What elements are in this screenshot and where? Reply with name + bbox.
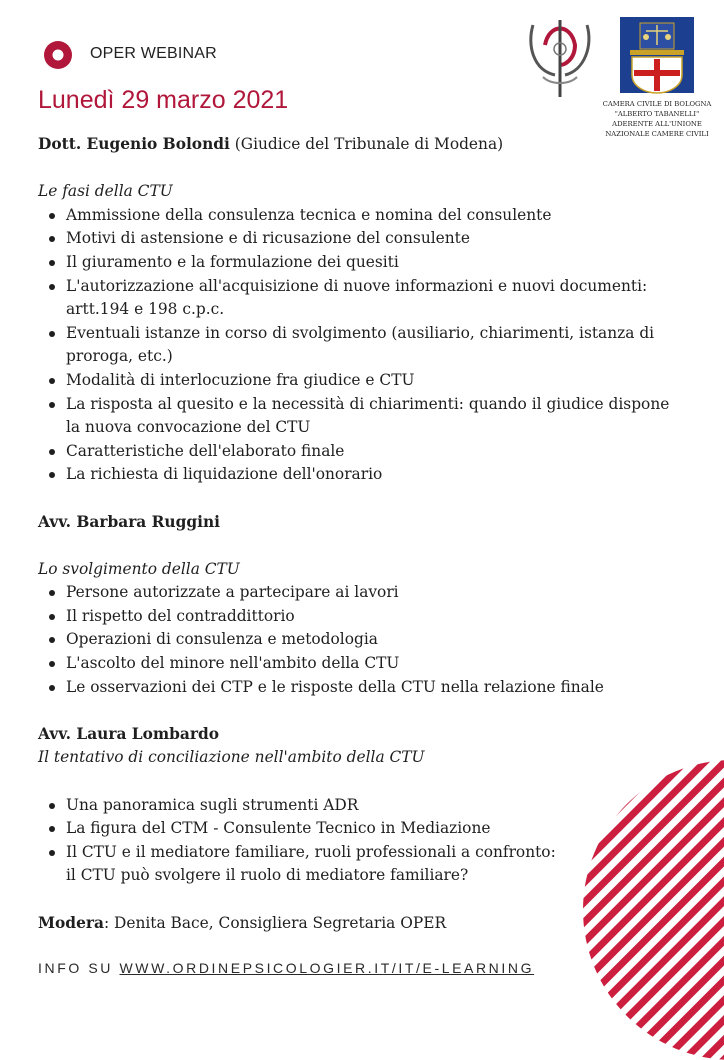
moderator-text: : Denita Bace, Consigliera Segretaria OPER	[103, 913, 447, 932]
event-date: Lunedì 29 marzo 2021	[38, 86, 289, 114]
list-item: Ammissione della consulenza tecnica e nomina del consulente	[38, 204, 688, 228]
list-item: Il giuramento e la formulazione dei quesiti	[38, 251, 688, 275]
topic-list	[38, 794, 688, 888]
topic-list	[38, 581, 688, 699]
list-item: Una panoramica sugli strumenti ADR	[38, 794, 688, 818]
list-item: Modalità di interlocuzione fra giudice e CTU	[38, 369, 688, 393]
list-item: Motivi di astensione e di ricusazione del consulente	[38, 227, 688, 251]
speaker-2: Avv. Barbara Ruggini	[38, 512, 221, 531]
list-item: La figura del CTM - Consulente Tecnico in Mediazione	[38, 817, 688, 841]
list-item: Eventuali istanze in corso di svolgimento (ausiliario, chiarimenti, istanza di proroga, etc.)	[38, 322, 688, 369]
list-item: Il CTU e il mediatore familiare, ruoli professionali a confronto: il CTU può svolgere il ruolo di mediatore familiare?	[38, 841, 688, 888]
crest-caption: CAMERA CIVILE DI BOLOGNA "ALBERTO TABANELLI" ADERENTE ALL'UNIONE NAZIONALE CAMERE CIVILI	[602, 100, 712, 138]
moderator-line	[38, 912, 688, 936]
record-circle-icon	[43, 40, 73, 70]
moderator-label: Modera	[38, 913, 104, 932]
list-item: La risposta al quesito e la necessità di chiarimenti: quando il giudice dispone la nuova convocazione del CTU	[38, 393, 688, 440]
list-item: L'ascolto del minore nell'ambito della CTU	[38, 652, 688, 676]
topic-title: Lo svolgimento della CTU	[38, 559, 240, 578]
topic-title: Le fasi della CTU	[38, 182, 173, 201]
speaker-role: (Giudice del Tribunale di Modena)	[229, 135, 504, 153]
e-learning-link[interactable]: WWW.ORDINEPSICOLOGIER.IT/IT/E-LEARNING	[119, 960, 535, 976]
speaker-3: Avv. Laura Lombardo	[38, 724, 220, 743]
program-content	[38, 133, 688, 935]
list-item: Il rispetto del contraddittorio	[38, 605, 688, 629]
info-prefix: INFO SU	[38, 960, 120, 976]
psychology-logo-icon	[525, 15, 595, 100]
topic-title: Il tentativo di conciliazione nell'ambito della CTU	[38, 748, 425, 767]
camera-civile-crest-icon	[618, 15, 696, 95]
list-item: La richiesta di liquidazione dell'onorario	[38, 463, 688, 487]
list-item: Operazioni di consulenza e metodologia	[38, 628, 688, 652]
speaker-name: Dott. Eugenio Bolondi	[38, 135, 230, 153]
webinar-label: OPER WEBINAR	[90, 45, 217, 62]
list-item: L'autorizzazione all'acquisizione di nuove informazioni e nuovi documenti: artt.194 e 198 c.p.c.	[38, 275, 688, 322]
list-item: Persone autorizzate a partecipare ai lavori	[38, 581, 688, 605]
info-footer	[38, 960, 534, 976]
speaker-1	[38, 133, 688, 157]
list-item: Le osservazioni dei CTP e le risposte della CTU nella relazione finale	[38, 676, 688, 700]
topic-list	[38, 204, 688, 487]
list-item: Caratteristiche dell'elaborato finale	[38, 440, 688, 464]
